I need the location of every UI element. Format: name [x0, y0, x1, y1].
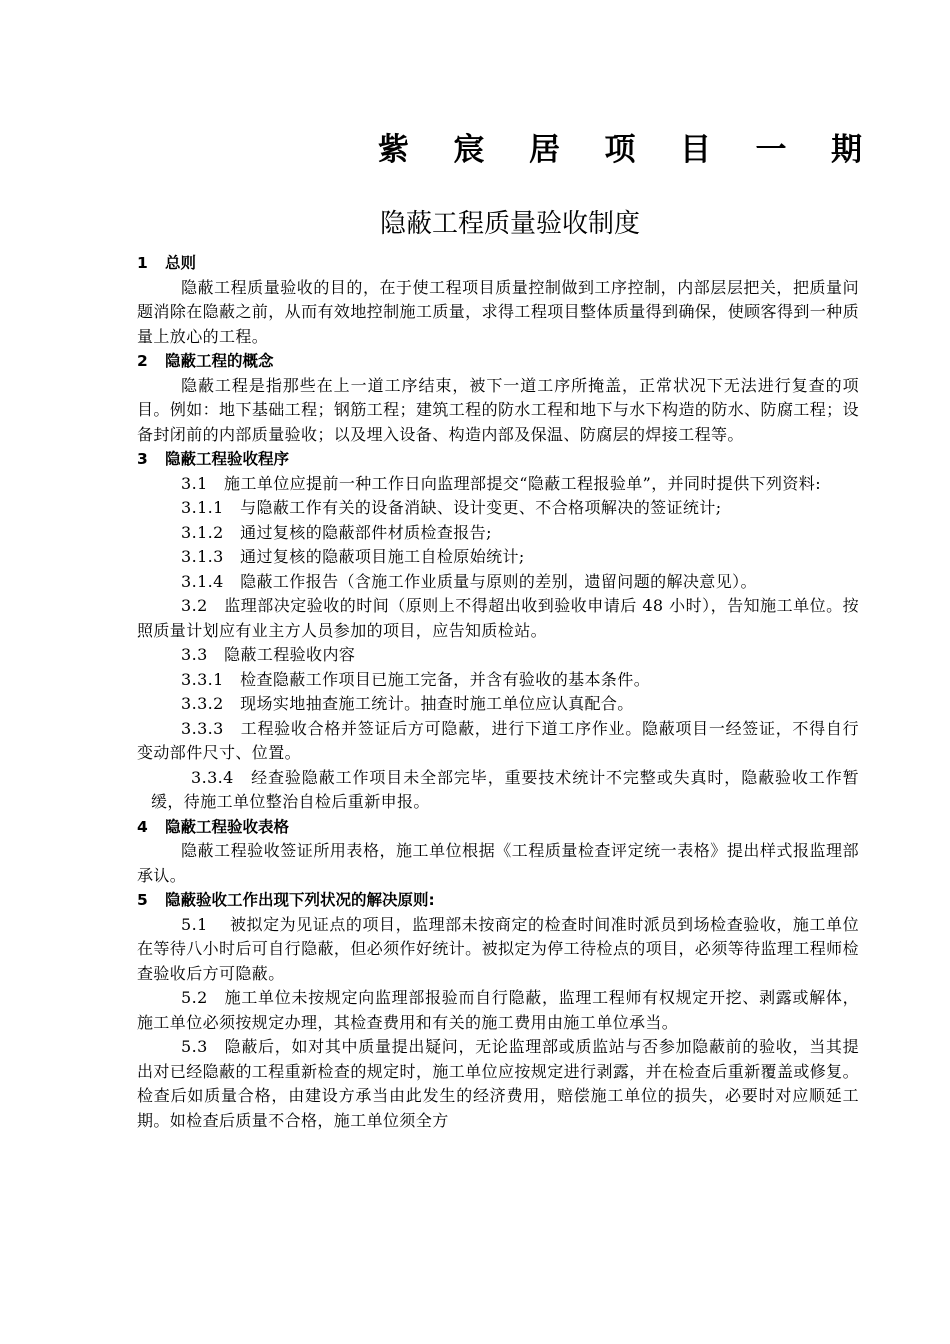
section-number: 3 [137, 450, 148, 468]
paragraph: 3.3.2 现场实地抽查施工统计。抽查时施工单位应认真配合。 [181, 694, 634, 713]
project-title-char: 项 [604, 132, 636, 168]
section-heading-2 [137, 349, 859, 374]
paragraph: 3.3.3 工程验收合格并签证后方可隐蔽，进行下道工序作业。隐蔽项目一经签证，不得自行变动部件尺寸、位置。 [137, 718, 859, 762]
paragraph: 隐蔽工程质量验收的目的，在于使工程项目质量控制做到工序控制，内部层层把关，把质量问题消除在隐蔽之前，从而有效地控制施工质量，求得工程项目整体质量得到确保，使顾客得到一种质量上放心的工程。 [137, 277, 859, 346]
paragraph: 3.1.3 通过复核的隐蔽项目施工自检原始统计; [181, 547, 525, 566]
paragraph: 5.3 隐蔽后，如对其中质量提出疑问，无论监理部或质监站与否参加隐蔽前的验收，当其提出对已经隐蔽的工程重新检查的规定时，施工单位应按规定进行剥露，并在检查后重新覆盖或修复。检查后如质量合格，由建设方承当由此发生的经济费用，赔偿施工单位的损失，必要时对应顺延工期。如检查后质量不合格，施工单位须全方 [137, 1037, 859, 1130]
section-number: 5 [137, 891, 148, 909]
paragraph: 3.1 施工单位应提前一种工作日向监理部提交“隐蔽工程报验单”，并同时提供下列资料: [181, 473, 821, 493]
project-title-char: 居 [529, 132, 560, 168]
section-number: 1 [137, 254, 148, 272]
section-title: 隐蔽工程验收程序 [165, 450, 290, 468]
project-title [378, 128, 862, 172]
paragraph: 3.3.1 检查隐蔽工作项目已施工完备，并含有验收的基本条件。 [181, 669, 651, 689]
project-title-char: 紫 [378, 132, 409, 168]
project-title-char: 目 [680, 132, 711, 168]
section-heading-1 [137, 251, 859, 276]
section-number: 2 [137, 352, 148, 370]
section-number: 4 [137, 817, 148, 836]
paragraph: 3.3 隐蔽工程验收内容 [181, 645, 356, 664]
section-title: 隐蔽验收工作出现下列状况的解决原则: [165, 891, 435, 909]
section-heading-5 [137, 888, 859, 913]
paragraph: 隐蔽工程验收签证所用表格，施工单位根据《工程质量检查评定统一表格》提出样式报监理部承认。 [137, 841, 859, 885]
paragraph: 5.2 施工单位未按规定向监理部报验而自行隐蔽，监理工程师有权规定开挖、剥露或解体，施工单位必须按规定办理，其检查费用和有关的施工费用由施工单位承当。 [137, 988, 859, 1032]
section-title: 隐蔽工程的概念 [165, 352, 274, 370]
project-title-char: 期 [831, 132, 862, 168]
document-body [137, 251, 859, 1133]
section-heading-4 [137, 815, 859, 840]
section-title: 总则 [165, 254, 197, 272]
paragraph: 3.1.1 与隐蔽工作有关的设备消缺、设计变更、不合格项解决的签证统计; [181, 498, 722, 517]
document-title: 隐蔽工程质量验收制度 [379, 209, 640, 239]
section-heading-3 [137, 447, 859, 472]
section-title: 隐蔽工程验收表格 [165, 817, 290, 836]
paragraph: 3.3.4 经查验隐蔽工作项目未全部完毕，重要技术统计不完整或失真时，隐蔽验收工作暂缓，待施工单位整治自检后重新申报。 [151, 767, 859, 811]
paragraph: 3.1.4 隐蔽工作报告（含施工作业质量与原则的差别，遗留问题的解决意见）。 [181, 571, 757, 591]
paragraph: 3.1.2 通过复核的隐蔽部件材质检查报告; [181, 522, 492, 542]
project-title-char: 宸 [453, 132, 485, 168]
paragraph: 5.1 被拟定为见证点的项目，监理部未按商定的检查时间准时派员到场检查验收，施工单位在等待八小时后可自行隐蔽，但必须作好统计。被拟定为停工待检点的项目，必须等待监理工程师检查验收后方可隐蔽。 [137, 914, 859, 983]
paragraph: 3.2 监理部决定验收的时间（原则上不得超出收到验收申请后 48 小时），告知施工单位。按照质量计划应有业主方人员参加的项目，应告知质检站。 [137, 596, 859, 640]
paragraph: 隐蔽工程是指那些在上一道工序结束，被下一道工序所掩盖，正常状况下无法进行复查的项目。例如：地下基础工程；钢筋工程；建筑工程的防水工程和地下与水下构造的防水、防腐工程；设备封闭前的内部质量验收；以及埋入设备、构造内部及保温、防腐层的焊接工程等。 [137, 375, 859, 444]
project-title-char: 一 [755, 132, 787, 168]
